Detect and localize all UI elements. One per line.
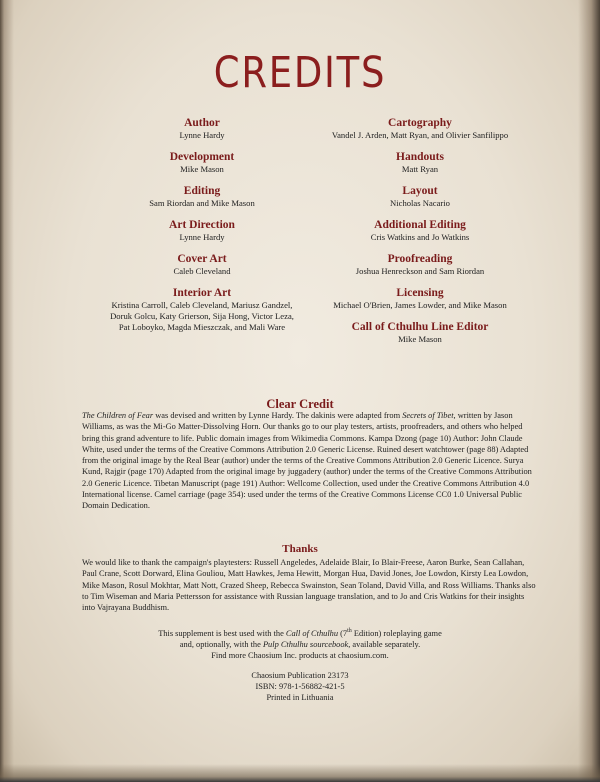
edition-superscript: th — [347, 628, 352, 634]
publication-info — [100, 670, 500, 703]
credit-names: Nicholas Nacario — [390, 198, 450, 208]
thanks-heading: Thanks — [282, 543, 318, 555]
credit-names: Mike Mason — [398, 334, 442, 344]
credit-entry — [92, 286, 312, 333]
credit-entry — [300, 320, 540, 345]
credit-role: Licensing — [396, 287, 444, 299]
credit-entry — [300, 184, 540, 209]
credit-names: Matt Ryan — [401, 164, 439, 174]
credit-entry — [92, 116, 312, 141]
credit-role: Development — [169, 151, 235, 163]
source-title: Secrets of Tibet — [402, 411, 454, 420]
credit-names: Caleb Cleveland — [173, 266, 231, 276]
credit-role: Additional Editing — [374, 219, 466, 231]
credits-left-column — [92, 116, 312, 342]
credit-entry — [300, 252, 540, 277]
clear-credit-text-a: was devised and written by Lynne Hardy. The dakinis were adapted from — [153, 411, 403, 420]
clear-credit-text-b: , written by Jason Williams, as was the Mi-Go Matter-Dissolving Horn. Our thanks go to our play testers, artists, proofreaders, and others who helped bring this grand adventure to life. Public domain images from Wikimedia Commons. Kampa Dzong (page 10) Author: John Claude White, used under the terms of the Creative Commons Attribution 2.0 Generic License. Ruined desert watchtower (page 88) Adapted from the original image by the Real Bear (author) under the terms of the Creative Commons Attribution 2.0 Generic Licence. Surya Kund, Rajgir (page 170) Adapted from the original image by juggadery (author) under the terms of the Creative Commons Attribution 2.0 Generic Licence. Tibetan Manuscript (page 191) Author: Wellcome Collection, used under the Creative Commons Attribution 4.0 International license. Camel carriage (page 354): used under the terms of the Creative Commons License CC0 1.0 Universal Public Domain Dedication. — [82, 411, 532, 511]
credit-entry — [92, 184, 312, 209]
page-edge-right — [578, 0, 600, 782]
credit-names: Michael O'Brien, James Lowder, and Mike Mason — [333, 300, 507, 310]
credit-role: Proofreading — [387, 253, 453, 265]
credit-names: Kristina Carroll, Caleb Cleveland, Mariusz Gandzel, — [111, 300, 293, 310]
credit-names: Lynne Hardy — [179, 232, 225, 242]
isbn: ISBN: 978-1-56882-421-5 — [255, 682, 345, 691]
sourcebook-title: Pulp Cthulhu sourcebook — [262, 639, 349, 649]
credit-role: Cartography — [388, 117, 452, 129]
credit-role: Art Direction — [169, 219, 235, 231]
supplement-line-2 — [100, 639, 500, 650]
credit-entry — [92, 252, 312, 277]
credit-names: Joshua Henreckson and Sam Riordan — [355, 266, 485, 276]
credit-role: Editing — [183, 185, 221, 197]
credits-right-column — [300, 116, 540, 354]
publication-number: Chaosium Publication 23173 — [251, 671, 349, 680]
credit-names: Pat Loboyko, Magda Mieszczak, and Mali Ware — [118, 322, 286, 332]
page-edge-left — [0, 0, 14, 782]
game-title: Call of Cthulhu — [285, 628, 339, 638]
page-edge-bottom — [0, 764, 600, 782]
credit-entry — [92, 150, 312, 175]
supplement-line-3: Find more Chaosium Inc. products at chaosium.com. — [211, 650, 389, 660]
credit-role: Author — [184, 117, 220, 129]
credit-role: Layout — [402, 185, 438, 197]
supplement-line-1 — [100, 626, 500, 639]
credit-names: Mike Mason — [180, 164, 224, 174]
book-title: The Children of Fear — [82, 411, 154, 420]
clear-credit-text — [82, 410, 538, 512]
credit-names: Sam Riordan and Mike Mason — [149, 198, 255, 208]
page-title: CREDITS — [213, 48, 387, 98]
thanks-text: We would like to thank the campaign's playtesters: Russell Angeledes, Adelaide Blair, Io Blair-Freese, Aaron Burke, Sean Callahan, Paul Crane, Scott Dorward, Elina Gouliou, Matt Hawkes, Jema Hewitt, Morgan Hua, David Jones, Joe Lowdon, Kirsty Lea Lowdon, Mike Mason, Rosul Mokhtar, Matt Nott, Crazed Sheep, Rebecca Swainston, Sean Toland, David Villa, and Ross Williams. Thanks also to Tim Wiseman and Maria Pettersson for assistance with Russian language translation, and to Jo and Cris Watkins for their insights into Vajrayana Buddhism. — [82, 558, 536, 613]
credit-entry — [92, 218, 312, 243]
supplement-note — [100, 626, 500, 661]
credit-entry — [300, 286, 540, 311]
supplement-line-1a: This supplement is best used with the — [158, 628, 286, 638]
credit-role: Interior Art — [172, 287, 232, 299]
credit-role: Handouts — [396, 151, 444, 163]
credit-entry — [300, 116, 540, 141]
credit-names: Lynne Hardy — [179, 130, 225, 140]
credit-entry — [300, 218, 540, 243]
credit-role: Call of Cthulhu Line Editor — [351, 321, 489, 333]
credit-role: Cover Art — [177, 253, 227, 265]
edition-prefix: (7 — [338, 628, 348, 638]
credit-names: Vandel J. Arden, Matt Ryan, and Olivier Sanfilippo — [331, 130, 509, 140]
credit-entry — [300, 150, 540, 175]
supplement-line-2a: and, optionally, with the — [179, 639, 263, 649]
printed-in: Printed in Lithuania — [266, 693, 334, 702]
credit-names: Cris Watkins and Jo Watkins — [370, 232, 470, 242]
credit-names: Doruk Golcu, Katy Grierson, Sija Hong, Victor Leza, — [110, 311, 294, 321]
supplement-line-1b: Edition) roleplaying game — [351, 628, 442, 638]
clear-credit-heading: Clear Credit — [266, 397, 334, 411]
supplement-line-2b: , available separately. — [348, 639, 421, 649]
